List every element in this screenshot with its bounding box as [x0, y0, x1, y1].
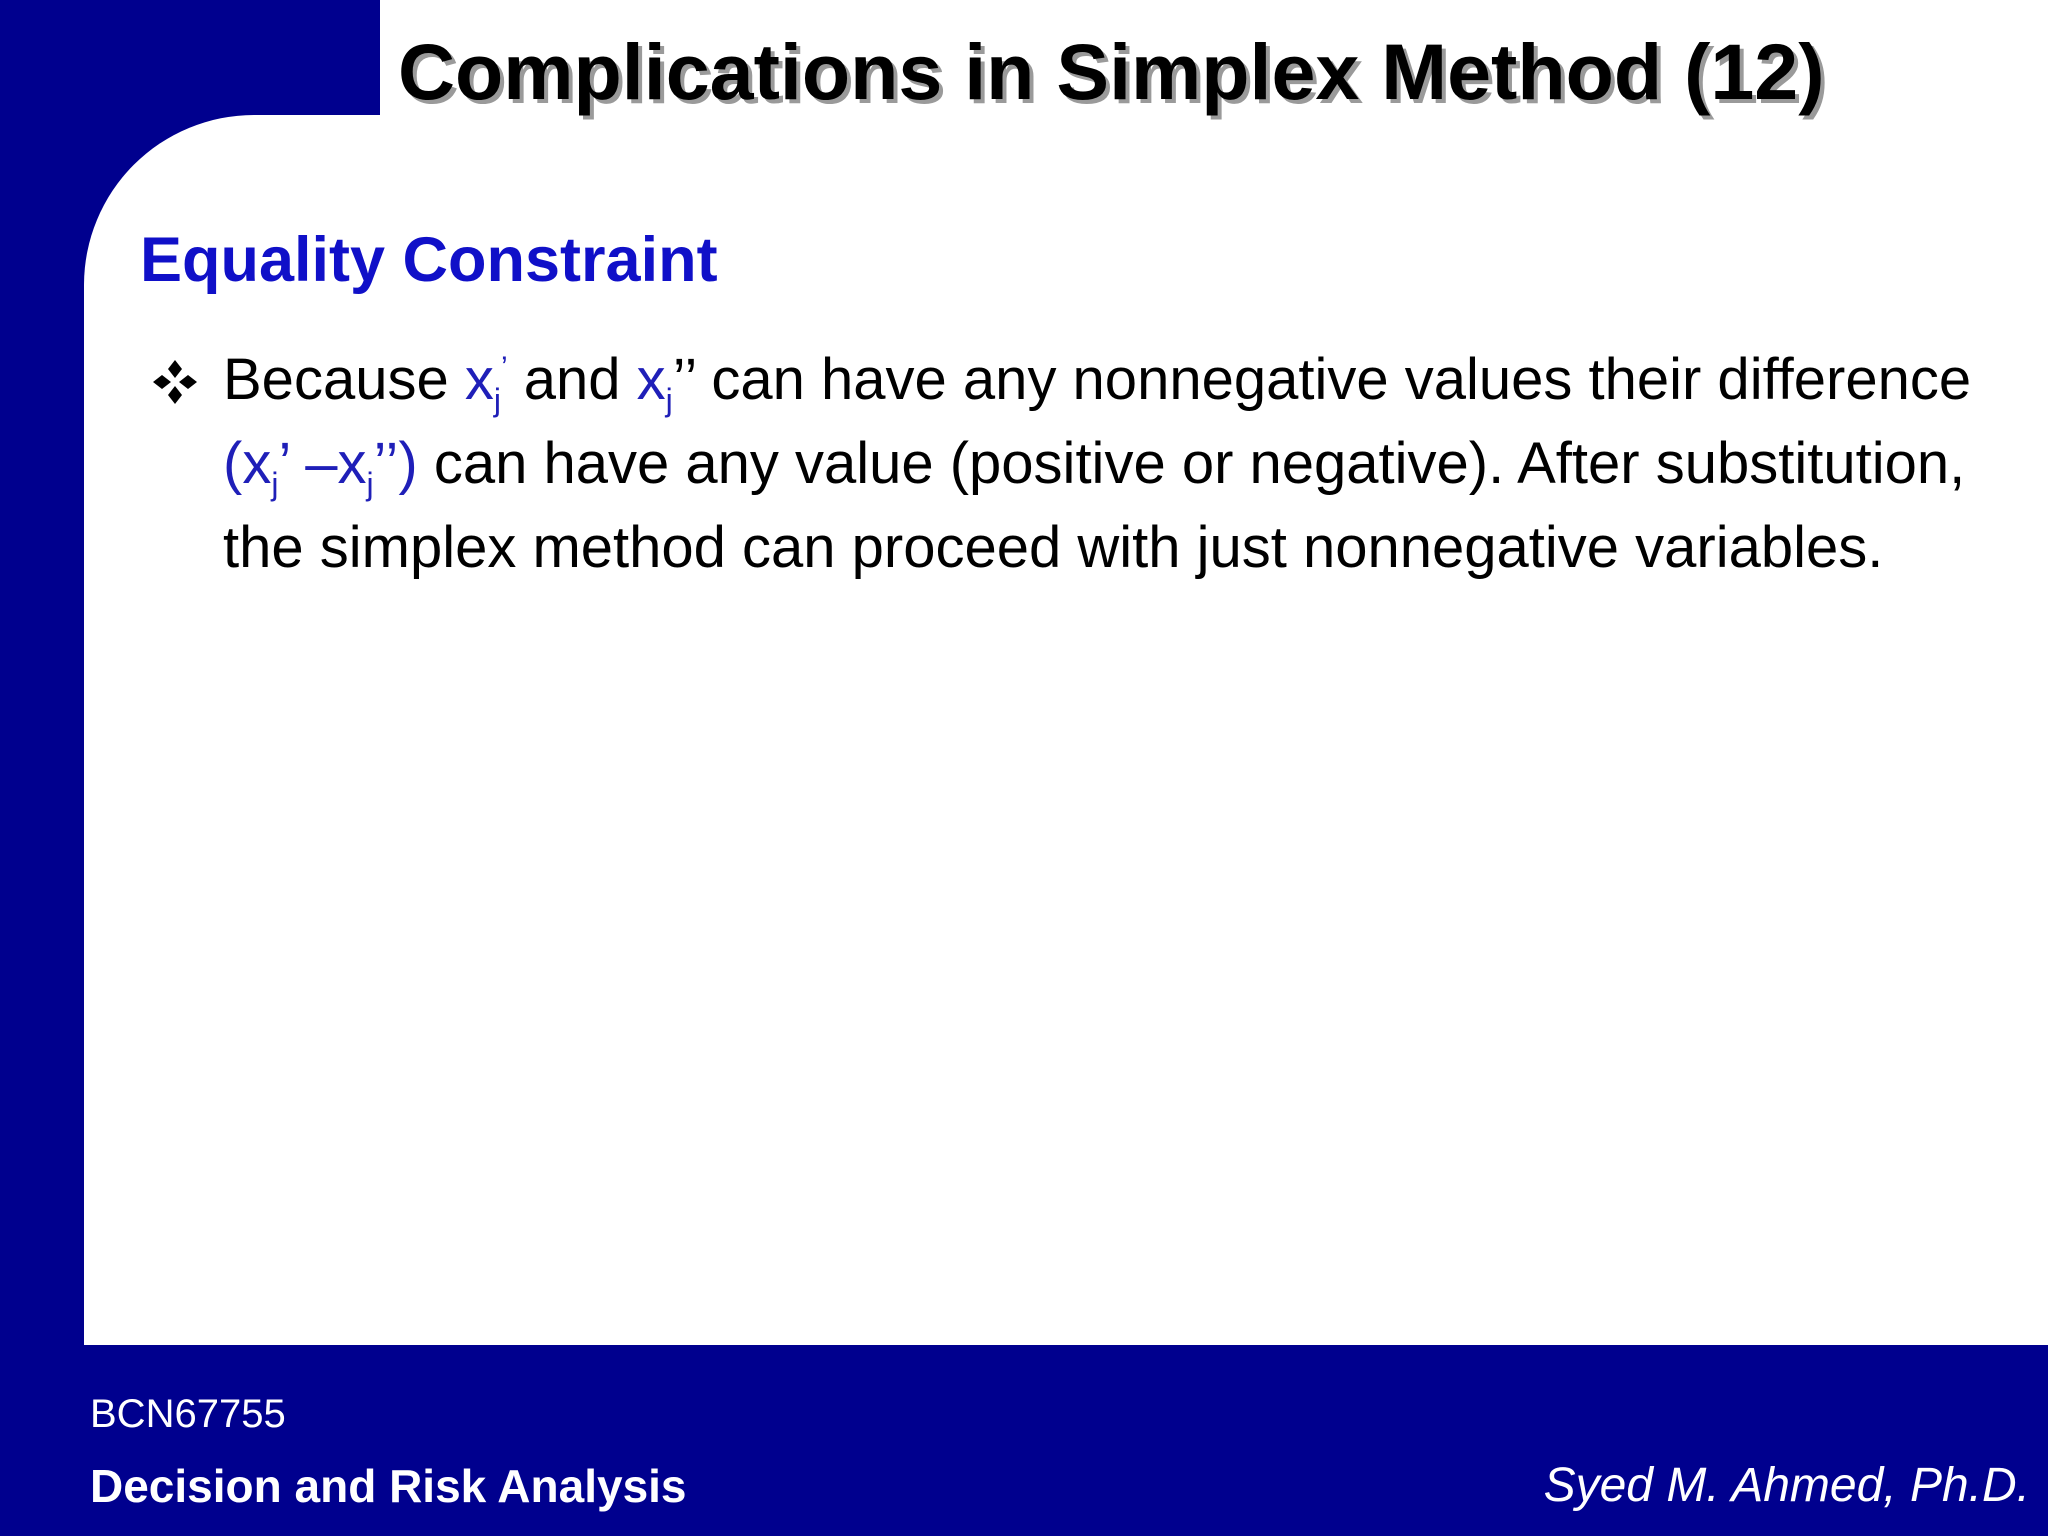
four-diamond-bullet-icon — [150, 357, 200, 407]
variable-subscript: j — [271, 466, 279, 502]
footer-author: Syed M. Ahmed, Ph.D. — [1543, 1459, 2030, 1512]
variable-prime: ’ — [500, 351, 508, 384]
footer-course-code: BCN67755 — [90, 1392, 286, 1436]
variable-double-prime: ’’ — [672, 347, 696, 412]
variable-symbol: x — [464, 347, 494, 412]
slide-title: Complications in Simplex Method (12) — [398, 27, 1825, 116]
bullet-text-part: Because — [223, 347, 465, 412]
expression-part: ’ –x — [278, 431, 367, 496]
difference-expression — [223, 431, 418, 502]
expression-part: (x — [223, 431, 272, 496]
variable-symbol: x — [636, 347, 666, 412]
variable-subscript: j — [493, 382, 501, 418]
content-area — [84, 115, 2048, 1345]
bullet-text-part: and — [507, 347, 637, 412]
bullet-text-part: can have any value (positive or negative). After substitution, the simplex method can proceed with just nonnegative variables. — [223, 431, 1966, 580]
variable-x-prime — [464, 347, 508, 418]
footer-course-name: Decision and Risk Analysis — [90, 1460, 687, 1512]
variable-subscript: j — [366, 466, 374, 502]
variable-x-double-prime — [636, 347, 673, 418]
bullet-text — [223, 338, 2013, 590]
slide-subtitle: Equality Constraint — [140, 225, 718, 295]
expression-part: ’’) — [373, 431, 418, 496]
bullet-text-part: can have any nonnegative values their difference — [695, 347, 1972, 412]
variable-subscript: j — [665, 382, 673, 418]
